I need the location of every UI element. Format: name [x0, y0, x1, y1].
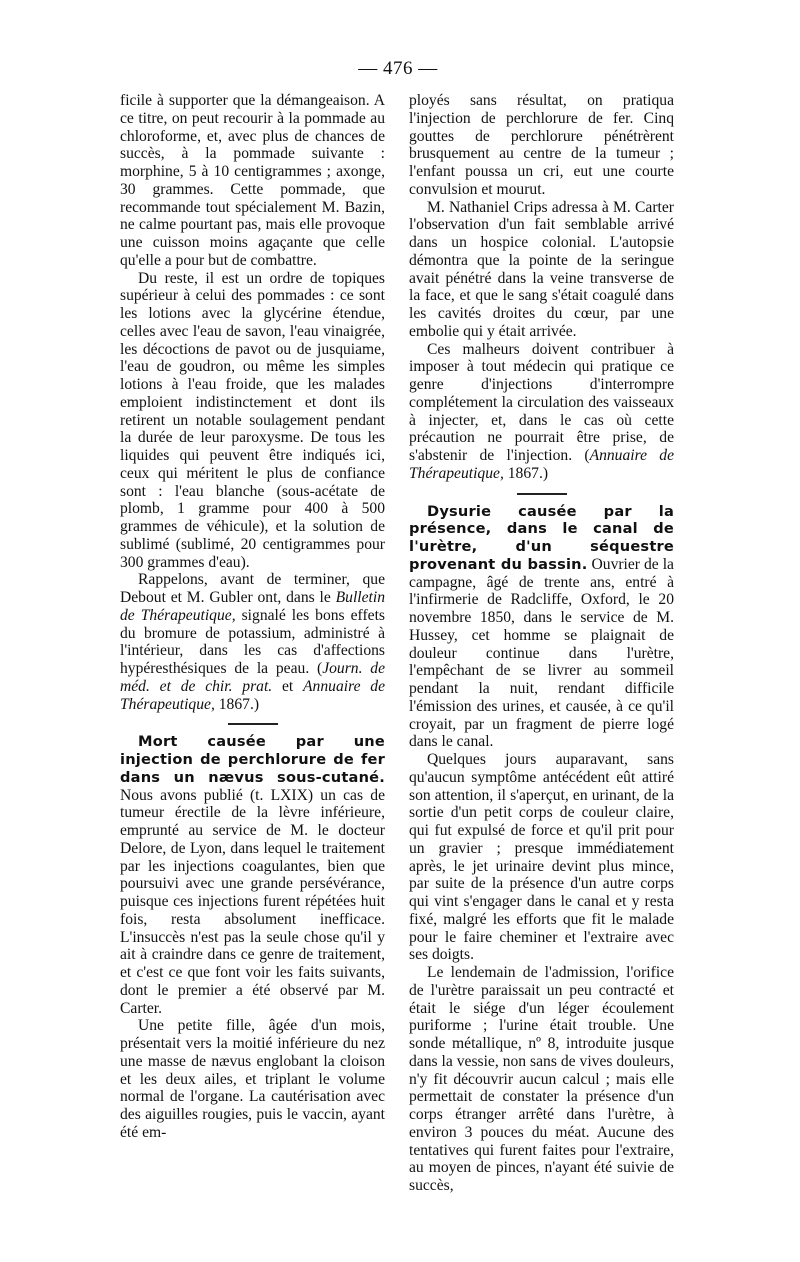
paragraph-bromure [120, 571, 385, 713]
paragraph-lendemain: Le lendemain de l'admission, l'orifice de l'urètre paraissait un peu contracté et était le siége d'un léger écoulement puriforme ; l'urine était trouble. Une sonde métallique, nº 8, introduite jusque dans la vessie, non sans de vives douleurs, n'y fit découvrir aucun calcul ; mais elle permettait de constater la présence d'un corps étranger arrêté dans l'urètre, à environ 3 pouces du méat. Aucune des tentatives qui furent faites pour l'extraire, au moyen de pinces, n'ayant été suivie de succès, [409, 964, 674, 1194]
paragraph-pommade: ficile à supporter que la démangeaison. A ce titre, on peut recourir à la pommade au chloroforme, et, avec plus de chances de succès, à la pommade suivante : morphine, 5 à 10 centigrammes ; axonge, 30 grammes. Cette pommade, que recommande tout spécialement M. Bazin, ne calme pourtant pas, mais elle provoque une cuisson moins agaçante que celle qu'elle a pour but de combattre. [120, 92, 385, 269]
paragraph-quelques-jours: Quelques jours auparavant, sans qu'aucun symptôme antécédent eût attiré son attention, il s'aperçut, en urinant, de la sortie d'un petit corps de couleur claire, qui fut expulsé de force et qu'il prit pour un gravier ; presque immédiatement après, le jet urinaire devint plus mince, par suite de la présence d'un autre corps qui vint s'engager dans le canal et y resta fixé, malgré les efforts que fit le malade pour le faire cheminer et l'extraire avec ses doigts. [409, 751, 674, 964]
source-citation: Annuaire de Thérapeutique, [120, 677, 385, 713]
left-column [120, 92, 385, 1142]
source-citation: Journ. de méd. et de chir. prat. [120, 660, 385, 695]
source-citation: Annuaire de Thérapeutique, [409, 447, 675, 482]
text: 1867.) [214, 695, 260, 713]
text: Ouvrier de la campagne, âgé de trente ans, entré à l'infirmerie de Radcliffe, Oxford, le 20 novembre 1850, dans le service de M. Hussey, cet homme se plaignait de douleur continue dans l'urètre, l'empêchant de se livrer au sommeil pendant la nuit, rendant difficile l'émission des urines, et causée, à ce qu'il croyait, par un fragment de pierre logé dans le canal. [409, 555, 674, 751]
paragraph-malheurs [409, 341, 674, 483]
right-column [409, 92, 674, 1195]
text: Rappelons, avant de terminer, que Debout et M. Gubler ont, dans le [120, 571, 385, 606]
paragraph-injection: ployés sans résultat, on pratiqua l'injection de perchlorure de fer. Cinq gouttes de perchlorure pénétrèrent brusquement au centre de la tumeur ; l'enfant poussa un cri, eut une courte convulsion et mourut. [409, 92, 674, 198]
page-number: — 476 — [358, 58, 438, 79]
text: 1867.) [503, 464, 549, 482]
section-heading: Mort causée par une injection de perchlorure de fer dans un nævus sous-cutané. [120, 733, 385, 786]
text: Ces malheurs doivent contribuer à imposer à tout médecin qui pratique ce genre d'injections d'interrompre complétement la circulation des vaisseaux à injecter, et, dans le cas où cette précaution ne pourrait être prise, de s'abstenir de l'injection. ( [409, 340, 674, 464]
paragraph-dysurie [409, 503, 674, 752]
section-heading: Dysurie causée par la présence, dans le canal de l'urètre, d'un séquestre provenant du bassin. [409, 502, 674, 573]
paragraph-lotions: Du reste, il est un ordre de topiques supérieur à celui des pommades : ce sont les lotions avec la glycérine étendue, celles avec l'eau de savon, l'eau vinaigrée, les décoctions de pavot ou de jusquiame, l'eau de goudron, ou même les simples lotions à l'eau froide, que les malades emploient indistinctement et dont ils retirent un notable soulagement pendant la durée de leur paroxysme. De tous les liquides qui peuvent être indiqués ici, ceux qui méritent le plus de confiance sont : l'eau blanche (sous-acétate de plomb, 1 gramme pour 400 à 500 grammes de véhicule), et la solution de sublimé (sublimé, 20 centigrammes pour 300 grammes d'eau). [120, 269, 385, 571]
text: et [272, 677, 304, 695]
section-divider [517, 493, 567, 495]
journal-title: Bulletin de Thérapeutique, [120, 589, 385, 624]
paragraph-crips: M. Nathaniel Crips adressa à M. Carter l'observation d'un fait semblable arrivé dans un hospice colonial. L'autopsie démontra que la pointe de la seringue avait pénétré dans la veine transverse de la face, et que le sang s'était coagulé dans les cavités droites du cœur, par une embolie qui y était arrivée. [409, 198, 674, 340]
section-divider [228, 723, 278, 725]
text: Nous avons publié (t. LXIX) un cas de tumeur érectile de la lèvre inférieure, emprunté au service de M. le docteur Delore, de Lyon, dans lequel le traitement par les injections coagulantes, bien que poursuivi avec une grande persévérance, puisque ces injections furent répétées huit fois, resta absolument inefficace. L'insuccès n'est pas la seule chose qu'il y ait à craindre dans ce genre de traitement, et c'est ce que font voir les faits suivants, dont le premier a été observé par M. Carter. [120, 786, 385, 1017]
text: signalé les bons effets du bromure de potassium, administré à l'intérieur, dans les cas d'affections hypéresthésiques de la peau. ( [120, 606, 385, 677]
paragraph-nævus [120, 733, 385, 1017]
paragraph-petite-fille: Une petite fille, âgée d'un mois, présentait vers la moitié inférieure du nez une masse de nævus englobant la cloison et les deux ailes, et triplant le volume normal de l'organe. La cautérisation avec des aiguilles rougies, puis le vaccin, ayant été em- [120, 1017, 385, 1141]
